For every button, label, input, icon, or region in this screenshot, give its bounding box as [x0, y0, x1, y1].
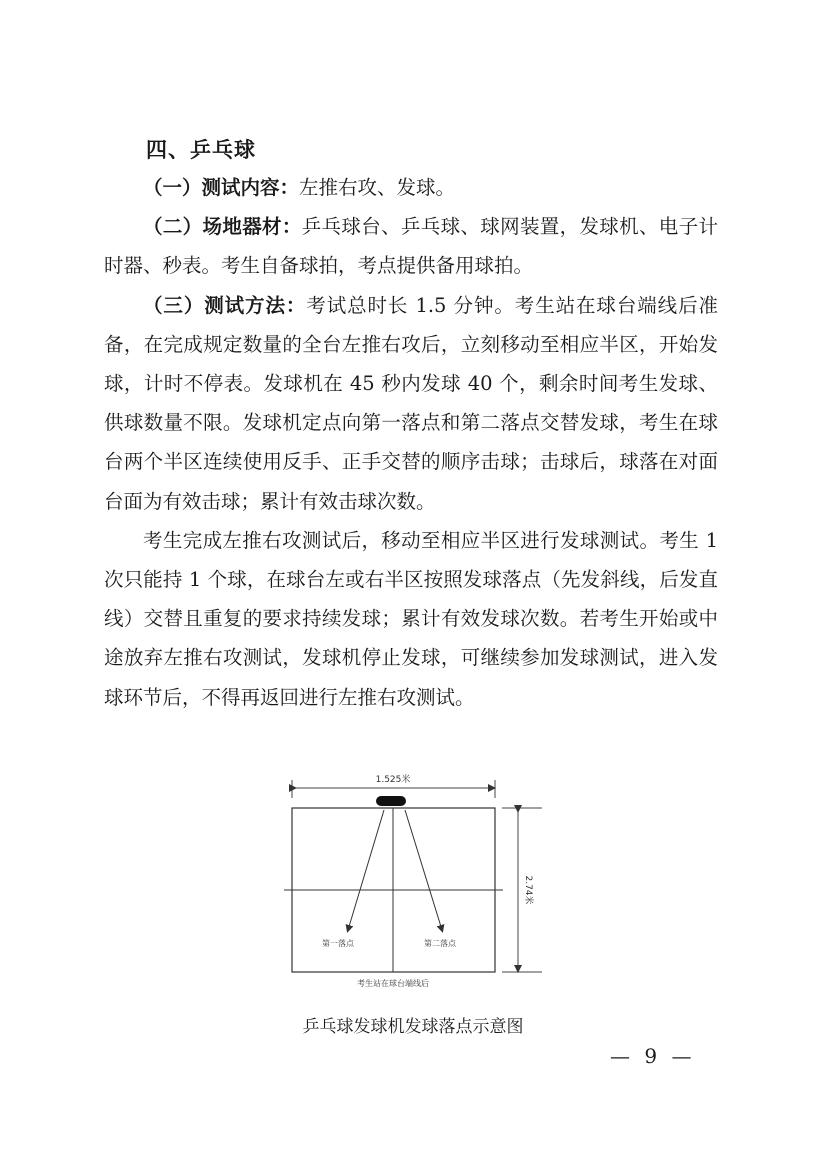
serve-arrow-first — [348, 810, 384, 930]
item-label: （一）测试内容： — [143, 176, 300, 199]
landing-point-2-label: 第二落点 — [424, 939, 456, 948]
page-number: — 9 — — [610, 1044, 696, 1068]
item-text: 考试总时长 1.5 分钟。考生站在球台端线后准备，在完成规定数量的全台左推右攻后，立刻移动至相应半区，开始发球，计时不停表。发球机在 45 秒内发球 40 个，剩余时间考生发球、供球数量不限。发球机定点向第一落点和第二落点交替发球，考生在球台两个半区连续使用反手、正手交替的顺序击球；击球后，球落在对面台面为有效击球；累计有效击球次数。 — [104, 293, 718, 513]
table-diagram — [280, 774, 550, 998]
endline-note: 考生站在球台端线后 — [357, 979, 429, 988]
ball-machine-icon — [376, 796, 406, 806]
item-equipment — [104, 207, 718, 285]
item-test-content — [104, 168, 718, 207]
item-text: 左推右攻、发球。 — [299, 176, 456, 199]
serve-arrow-second — [405, 810, 442, 930]
landing-point-1-label: 第一落点 — [322, 939, 354, 948]
section-heading: 四、乒乓球 — [146, 138, 256, 162]
body-text — [104, 168, 718, 717]
item-label: （二）场地器材： — [143, 215, 302, 239]
item-label: （三）测试方法： — [143, 293, 307, 317]
length-label: 2.74米 — [523, 875, 533, 905]
item-test-method — [104, 286, 718, 521]
width-label: 1.525米 — [375, 775, 411, 785]
serve-test-paragraph: 考生完成左推右攻测试后，移动至相应半区进行发球测试。考生 1 次只能持 1 个球，在球台左或右半区按照发球落点（先发斜线，后发直线）交替且重复的要求持续发球；累计有效发球次数。若考生开始或中途放弃左推右攻测试，发球机停止发球，可继续参加发球测试，进入发球环节后，不得再返回进行左推右攻测试。 — [104, 528, 718, 709]
figure-caption: 乒乓球发球机发球落点示意图 — [302, 1017, 524, 1037]
item-text: 乒乓球台、乒乓球、球网装置，发球机、电子计时器、秒表。考生自备球拍，考点提供备用球拍。 — [104, 215, 718, 278]
